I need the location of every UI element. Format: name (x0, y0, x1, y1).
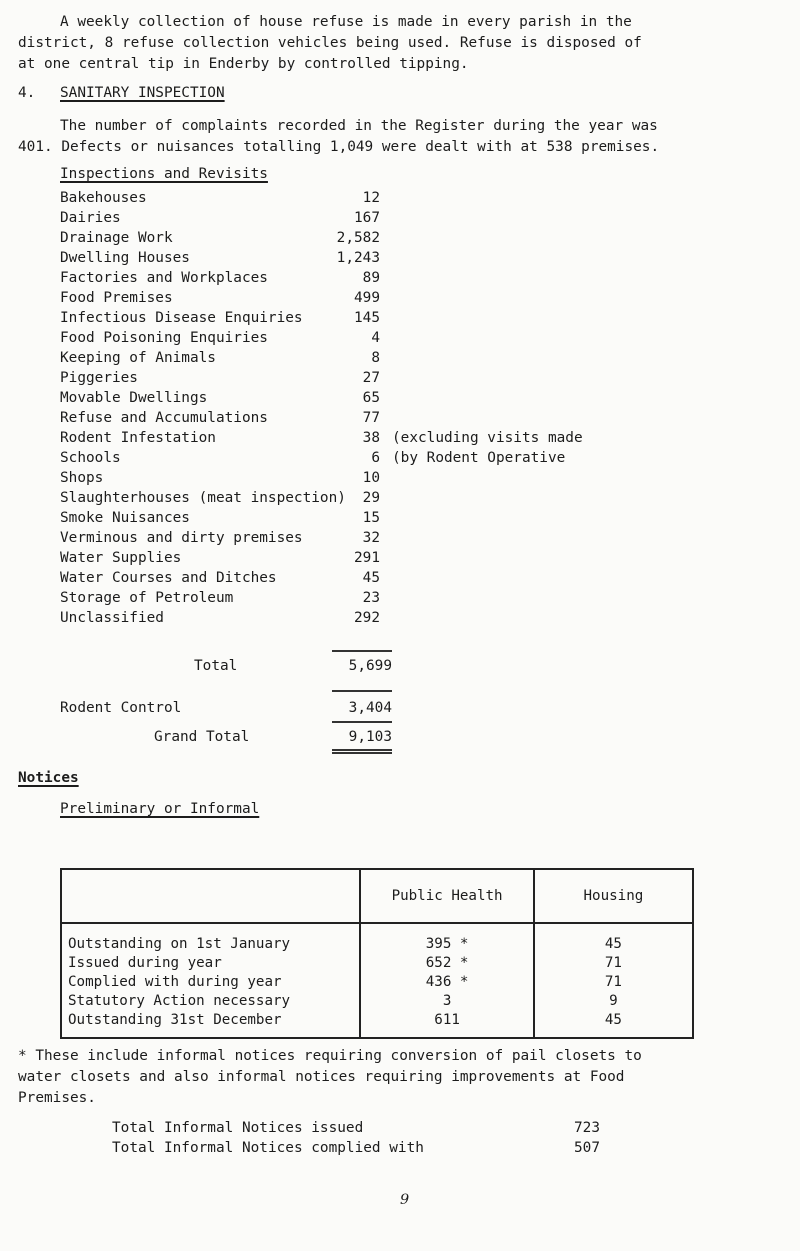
list-item: Storage of Petroleum 23 (60, 590, 380, 606)
total-rule (332, 721, 392, 723)
list-item: Dairies 167 (60, 210, 380, 226)
rodent-note-line-2: (by Rodent Operative (392, 450, 566, 466)
table-row: Outstanding 31st December 611 45 (61, 1010, 693, 1038)
list-item: Rodent Infestation 38 (excluding visits made (60, 430, 583, 446)
section-number: 4. (18, 85, 36, 101)
list-item: Factories and Workplaces 89 (60, 270, 380, 286)
list-item: Water Supplies 291 (60, 550, 380, 566)
list-item: Water Courses and Ditches 45 (60, 570, 380, 586)
informal-issued-value: 723 (574, 1120, 600, 1136)
list-item: Movable Dwellings 65 (60, 390, 380, 406)
column-header: Housing (534, 869, 693, 923)
grand-total-value: 9,103 (348, 729, 392, 745)
informal-complied-label: Total Informal Notices complied with (112, 1140, 424, 1156)
intro-line-2: district, 8 refuse collection vehicles being used. Refuse is disposed of (18, 35, 642, 51)
informal-complied-value: 507 (574, 1140, 600, 1156)
inspections-heading: Inspections and Revisits (60, 166, 268, 182)
list-item: Piggeries 27 (60, 370, 380, 386)
list-item: Bakehouses 12 (60, 190, 380, 206)
notices-heading: Notices (18, 770, 79, 786)
footnote-line-2: water closets and also informal notices requiring improvements at Food (18, 1069, 625, 1085)
list-item: Food Poisoning Enquiries 4 (60, 330, 380, 346)
list-item: Refuse and Accumulations 77 (60, 410, 380, 426)
footnote-line-1: * These include informal notices requiring conversion of pail closets to (18, 1048, 642, 1064)
list-item: Verminous and dirty premises 32 (60, 530, 380, 546)
informal-issued-label: Total Informal Notices issued (112, 1120, 364, 1136)
column-header: Public Health (360, 869, 534, 923)
grand-total-label: Grand Total (154, 729, 250, 745)
page-number: 9 (400, 1192, 410, 1208)
total-value: 5,699 (348, 658, 392, 674)
total-rule (332, 752, 392, 754)
footnote-line-3: Premises. (18, 1090, 96, 1106)
list-item: Keeping of Animals 8 (60, 350, 380, 366)
rodent-control-label: Rodent Control (60, 700, 182, 716)
list-item: Slaughterhouses (meat inspection) 29 (60, 490, 380, 506)
intro-line-1: A weekly collection of house refuse is made in every parish in the (60, 14, 632, 30)
rodent-control-value: 3,404 (348, 700, 392, 716)
list-item: Schools 6 (by Rodent Operative (60, 450, 566, 466)
intro-line-3: at one central tip in Enderby by controlled tipping. (18, 56, 469, 72)
complaints-line-2: 401. Defects or nuisances totalling 1,049 were dealt with at 538 premises. (18, 139, 660, 155)
list-item: Infectious Disease Enquiries 145 (60, 310, 380, 326)
total-rule (332, 749, 392, 751)
table-row: Outstanding on 1st January 395 * 45 (61, 923, 693, 953)
table-header-row (61, 869, 693, 923)
total-rule (332, 690, 392, 692)
notices-table (60, 868, 694, 1039)
list-item: Food Premises 499 (60, 290, 380, 306)
list-item: Shops 10 (60, 470, 380, 486)
rodent-note-line-1: (excluding visits made (392, 430, 583, 446)
table-row: Issued during year 652 * 71 (61, 953, 693, 972)
section-title: SANITARY INSPECTION (60, 85, 225, 101)
complaints-line-1: The number of complaints recorded in the Register during the year was (60, 118, 658, 134)
list-item: Unclassified 292 (60, 610, 380, 626)
total-rule (332, 650, 392, 652)
notices-subheading: Preliminary or Informal (60, 801, 260, 817)
table-row: Complied with during year 436 * 71 (61, 972, 693, 991)
table-row: Statutory Action necessary 3 9 (61, 991, 693, 1010)
list-item: Drainage Work 2,582 (60, 230, 380, 246)
total-label: Total (194, 658, 238, 674)
list-item: Smoke Nuisances 15 (60, 510, 380, 526)
column-header (61, 869, 360, 923)
list-item: Dwelling Houses 1,243 (60, 250, 380, 266)
